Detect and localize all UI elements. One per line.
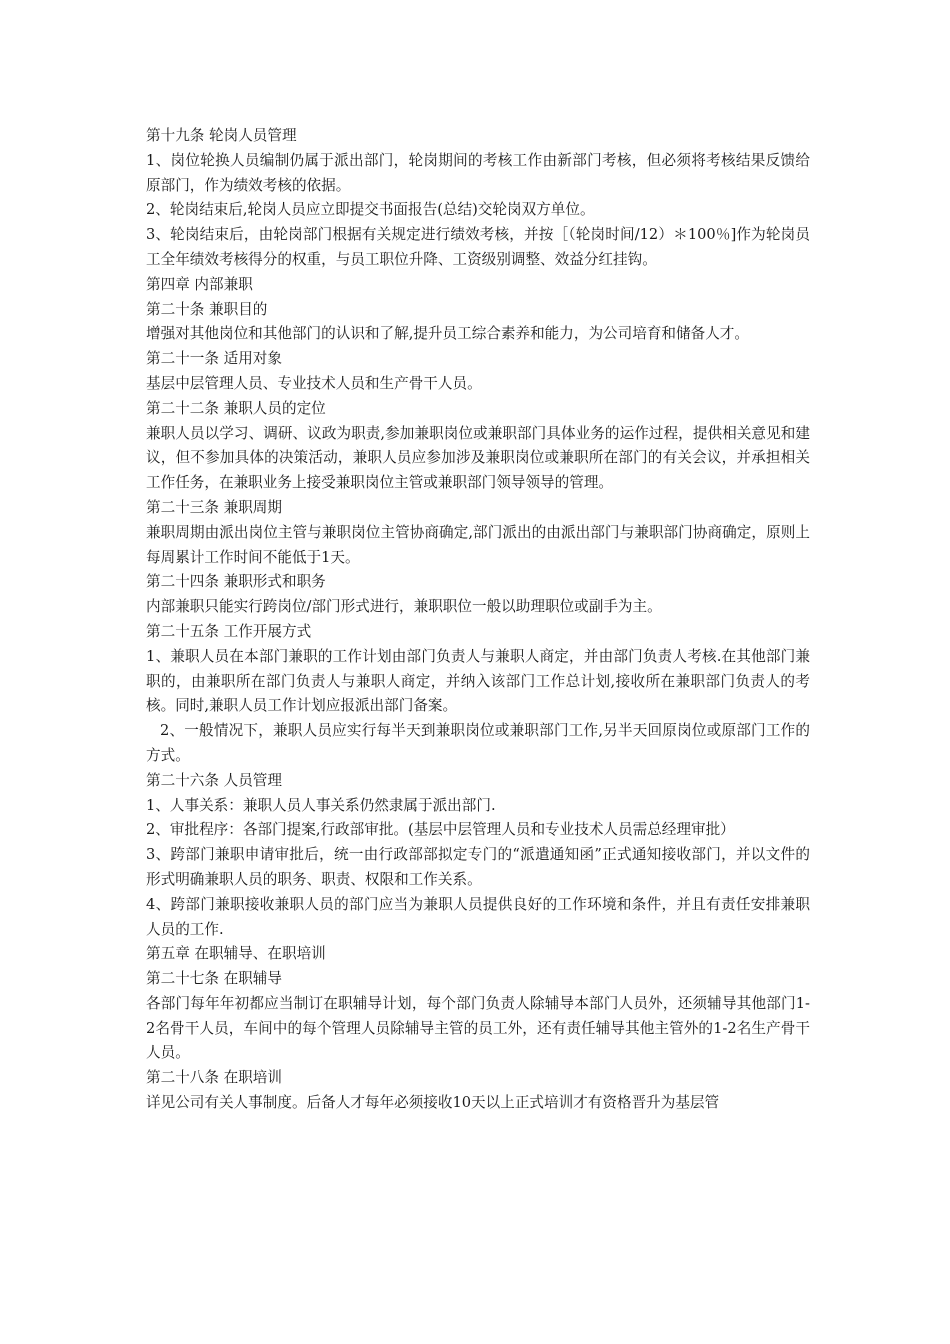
paragraph: 兼职周期由派出岗位主管与兼职岗位主管协商确定,部门派出的由派出部门与兼职部门协商确定，原则上每周累计工作时间不能低于1天。: [146, 523, 810, 566]
paragraph: 4、跨部门兼职接收兼职人员的部门应当为兼职人员提供良好的工作环境和条件，并且有责任安排兼职人员的工作.: [146, 895, 810, 938]
article-heading: 第二十一条 适用对象: [146, 350, 282, 368]
chapter-heading: 第四章 内部兼职: [146, 275, 253, 293]
paragraph: 内部兼职只能实行跨岗位/部门形式进行，兼职职位一般以助理职位或副手为主。: [146, 598, 662, 616]
paragraph: 2、一般情况下，兼职人员应实行每半天到兼职岗位或兼职部门工作,另半天回原岗位或原部门工作的方式。: [146, 722, 810, 764]
article-heading: 第二十六条 人员管理: [146, 771, 282, 789]
article-heading: 第二十五条 工作开展方式: [146, 622, 312, 640]
paragraph: 1、兼职人员在本部门兼职的工作计划由部门负责人与兼职人商定，并由部门负责人考核.在其他部门兼职的，由兼职所在部门负责人与兼职人商定，并纳入该部门工作总计划,接收所在兼职部门负责人的考核。同时,兼职人员工作计划应报派出部门备案。: [146, 647, 810, 715]
paragraph: 3、跨部门兼职申请审批后，统一由行政部部拟定专门的“派遣通知函”正式通知接收部门，并以文件的形式明确兼职人员的职务、职责、权限和工作关系。: [146, 846, 810, 888]
article-heading: 第二十八条 在职培训: [146, 1069, 282, 1087]
paragraph: 基层中层管理人员、专业技术人员和生产骨干人员。: [146, 374, 482, 392]
article-heading: 第二十四条 兼职形式和职务: [146, 573, 326, 591]
paragraph: 各部门每年年初都应当制订在职辅导计划，每个部门负责人除辅导本部门人员外，还须辅导其他部门1-2名骨干人员，车间中的每个管理人员除辅导主管的员工外，还有责任辅导其他主管外的1-2名生产骨干人员。: [146, 994, 810, 1062]
paragraph: 2、轮岗结束后,轮岗人员应立即提交书面报告(总结)交轮岗双方单位。: [146, 201, 595, 219]
paragraph: 3、轮岗结束后，由轮岗部门根据有关规定进行绩效考核，并按［（轮岗时间/12）＊100％]作为轮岗员工全年绩效考核得分的权重，与员工职位升降、工资级别调整、效益分红挂钩。: [146, 226, 810, 268]
article-heading: 第二十三条 兼职周期: [146, 498, 282, 516]
article-heading: 第十九条 轮岗人员管理: [146, 127, 297, 144]
paragraph: 兼职人员以学习、调研、议政为职责,参加兼职岗位或兼职部门具体业务的运作过程，提供相关意见和建议，但不参加具体的决策活动，兼职人员应参加涉及兼职岗位或兼职所在部门的有关会议，并承担相关工作任务，在兼职业务上接受兼职岗位主管或兼职部门领导领导的管理。: [146, 424, 810, 492]
paragraph: 2、审批程序：各部门提案,行政部审批。(基层中层管理人员和专业技术人员需总经理审批）: [146, 821, 735, 839]
chapter-heading: 第五章 在职辅导、在职培训: [146, 945, 326, 963]
document-page: [146, 124, 810, 1116]
article-heading: 第二十七条 在职辅导: [146, 970, 282, 988]
paragraph: 1、岗位轮换人员编制仍属于派出部门，轮岗期间的考核工作由新部门考核，但必须将考核结果反馈给原部门，作为绩效考核的依据。: [146, 151, 810, 194]
article-heading: 第二十二条 兼职人员的定位: [146, 399, 326, 417]
paragraph: 详见公司有关人事制度。后备人才每年必须接收10天以上正式培训才有资格晋升为基层管: [146, 1094, 720, 1112]
article-heading: 第二十条 兼职目的: [146, 300, 268, 318]
paragraph: 增强对其他岗位和其他部门的认识和了解,提升员工综合素养和能力，为公司培育和储备人才。: [146, 325, 749, 343]
paragraph: 1、人事关系：兼职人员人事关系仍然隶属于派出部门.: [146, 796, 496, 814]
